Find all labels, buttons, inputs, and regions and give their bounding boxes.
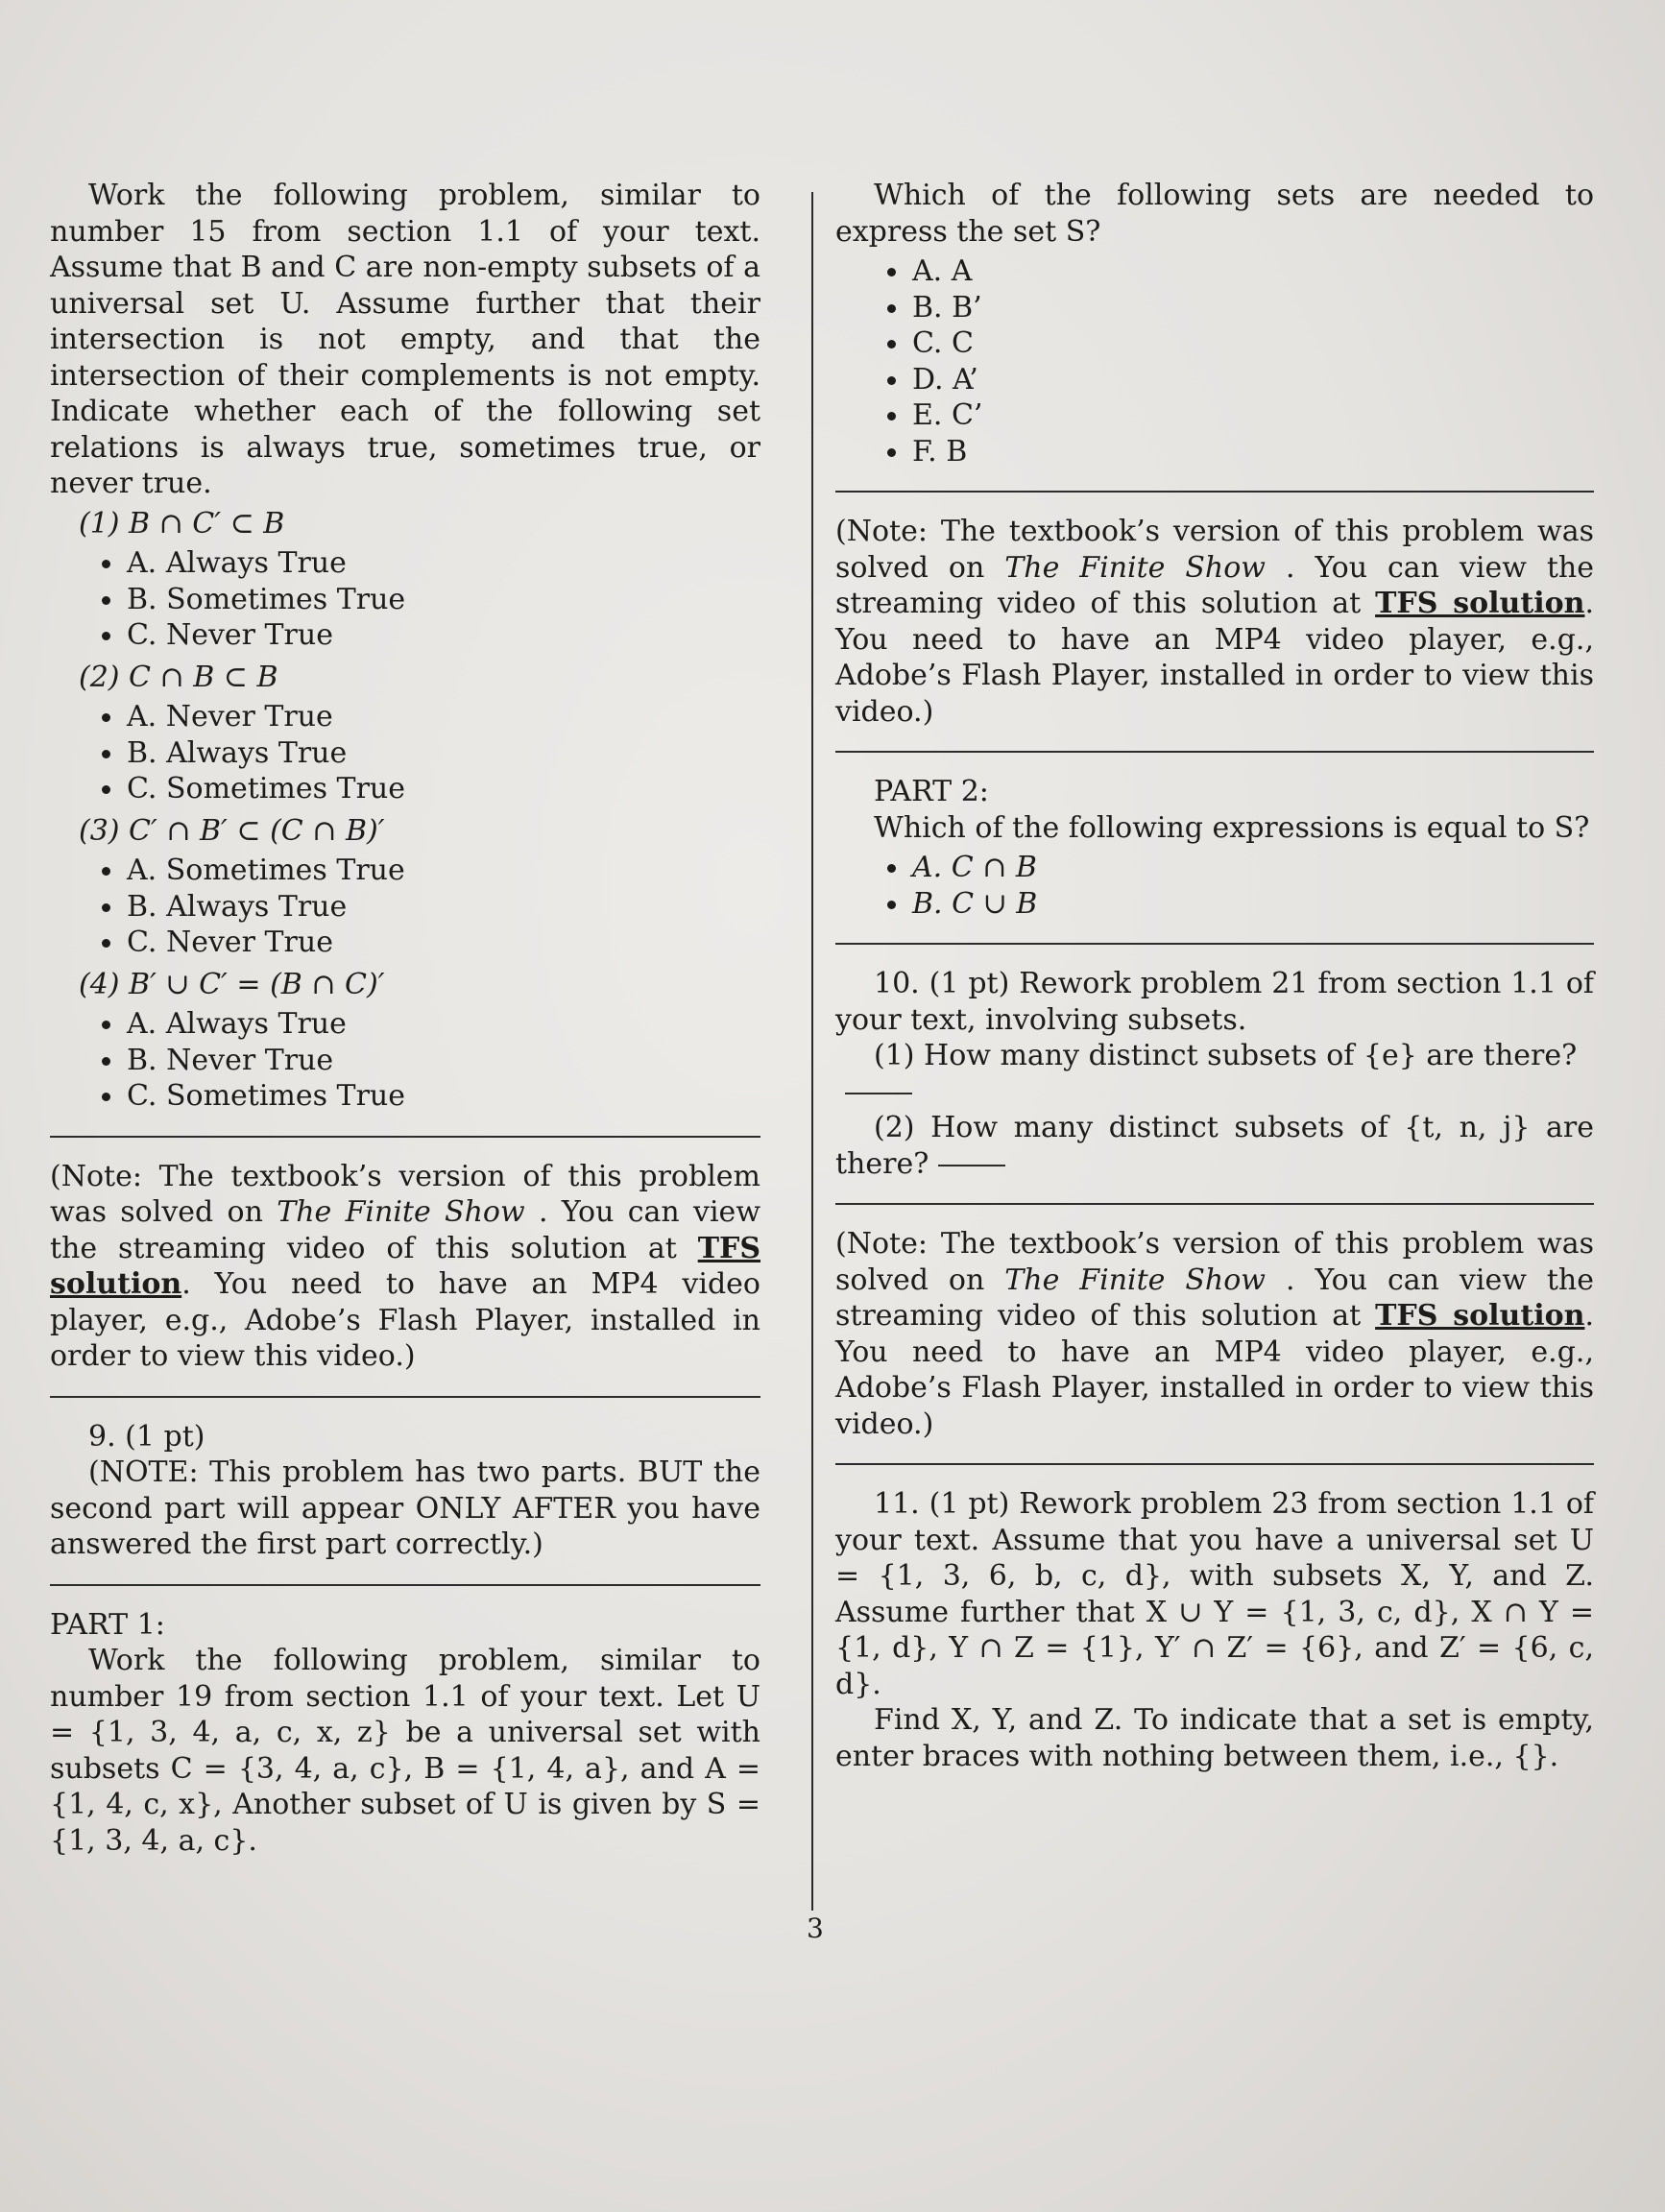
answer-blank[interactable] [835,1074,1594,1111]
question-2-label: (2) C ∩ B ⊂ B [79,660,278,694]
column-divider [811,192,813,1911]
problem-9-note: (NOTE: This problem has two parts. BUT the second part will appear ONLY AFTER you have answered the first part correctly.) [50,1455,760,1561]
video-note [835,514,1594,730]
question-4-label: (4) B′ ∪ C′ = (B ∩ C)′ [79,967,385,1001]
q1-option-c[interactable]: C. Never True [127,617,760,654]
problem-8-intro: Work the following problem, similar to number 15 from section 1.1 of your text. Assume that B and C are non-empty subsets of a universal set U. Assume further that their intersection is not empty, and that the intersection of their complements is not empty. Indicate whether each of the following set relations is always true, sometimes true, or never true. [50,179,760,500]
problem-9-header: 9. (1 pt) [88,1419,205,1454]
note-text: . You can view the streaming video of this solution at [835,550,1594,620]
set-option-f[interactable]: F. B [912,434,1594,470]
divider-rule [835,1463,1594,1465]
q4-option-c[interactable]: C. Sometimes True [127,1078,760,1115]
question-3-options [50,853,760,961]
q1-option-b[interactable]: B. Sometimes True [127,582,760,618]
note-text: (Note: The textbook’s version of this problem was solved on [835,1227,1594,1297]
q4-option-a[interactable]: A. Always True [127,1006,760,1043]
question-2-options [50,699,760,807]
problem-11-find: Find X, Y, and Z. To indicate that a set is empty, enter braces with nothing between them, i.e., {}. [835,1703,1594,1773]
finite-show-title: The Finite Show [277,1195,525,1229]
divider-rule [835,751,1594,753]
set-option-b[interactable]: B. B’ [912,290,1594,326]
tfs-solution-link[interactable]: TFS solution [1375,587,1585,620]
note-text: . You need to have an MP4 video player, e.g., Adobe’s Flash Player, installed in order to view this video.) [835,1299,1594,1441]
note-text: . You can view the streaming video of this solution at [835,1262,1594,1333]
part-2-title: PART 2: [874,775,989,808]
note-text: . You can view the streaming video of this solution at [50,1195,760,1265]
question-1-label: (1) B ∩ C′ ⊂ B [79,506,285,541]
q3-option-c[interactable]: C. Never True [127,925,760,961]
left-column [50,178,760,1859]
q4-option-b[interactable]: B. Never True [127,1043,760,1079]
expr-option-b[interactable]: B. C ∪ B [912,886,1594,923]
answer-line[interactable] [845,1093,912,1094]
page-number: 3 [807,1912,824,1944]
part-1-title: PART 1: [50,1607,165,1642]
problem-11-text: 11. (1 pt) Rework problem 23 from section 1.1 of your text. Assume that you have a universal set U = {1, 3, 6, b, c, d}, with subsets X, Y, and Z. Assume further that X ∪ Y = {1, 3, c, d}, X ∩ Y = {1, d}, Y ∩ Z = {1}, Y′ ∩ Z′ = {6}, and Z′ = {6, c, d}. [835,1487,1594,1701]
question-3-label: (3) C′ ∩ B′ ⊂ (C ∩ B)′ [79,813,385,848]
tfs-solution-link[interactable]: TFS solution [1375,1299,1585,1333]
set-option-a[interactable]: A. A [912,253,1594,290]
problem-10-q2-text: (2) How many distinct subsets of {t, n, j} are there? [835,1111,1594,1181]
right-column [835,178,1594,1774]
question-4-options [50,1006,760,1115]
divider-rule [835,943,1594,945]
expr-option-a[interactable]: A. C ∩ B [912,850,1594,886]
q2-option-b[interactable]: B. Always True [127,735,760,772]
problem-10-q1: (1) How many distinct subsets of {e} are there? [874,1039,1578,1072]
note-text: . You need to have an MP4 video player, e.g., Adobe’s Flash Player, installed in order to view this video.) [50,1267,760,1373]
q2-option-a[interactable]: A. Never True [127,699,760,735]
q3-option-a[interactable]: A. Sometimes True [127,853,760,889]
divider-rule [50,1136,760,1138]
video-note [835,1226,1594,1442]
q3-option-b[interactable]: B. Always True [127,889,760,926]
part-2-text: Which of the following expressions is equal to S? [874,810,1590,845]
set-option-e[interactable]: E. C’ [912,397,1594,434]
divider-rule [50,1584,760,1586]
part-2-options [835,850,1594,922]
problem-10-text: 10. (1 pt) Rework problem 21 from section 1.1 of your text, involving subsets. [835,967,1594,1037]
divider-rule [50,1396,760,1398]
part-1-question: Which of the following sets are needed to express the set S? [835,179,1594,249]
divider-rule [835,1203,1594,1205]
tfs-solution-link[interactable]: TFS solution [50,1231,760,1301]
finite-show-title: The Finite Show [1004,1262,1266,1297]
finite-show-title: The Finite Show [1004,550,1266,585]
q1-option-a[interactable]: A. Always True [127,545,760,582]
q2-option-c[interactable]: C. Sometimes True [127,771,760,807]
answer-line[interactable] [938,1165,1005,1166]
question-1-options [50,545,760,654]
part-1-text: Work the following problem, similar to number 19 from section 1.1 of your text. Let U = {1, 3, 4, a, c, x, z} be a universal set with subsets C = {3, 4, a, c}, B = {1, 4, a}, and A = {1, 4, c, x}, Another subset of U is given by S = {1, 3, 4, a, c}. [50,1644,760,1858]
note-text: . You need to have an MP4 video player, e.g., Adobe’s Flash Player, installed in order to view this video.) [835,587,1594,729]
note-text: (Note: The textbook’s version of this problem was solved on [835,515,1594,585]
video-note [50,1159,760,1375]
set-option-d[interactable]: D. A’ [912,362,1594,398]
set-option-c[interactable]: C. C [912,325,1594,362]
part-1-options [835,253,1594,469]
problem-10-q2 [835,1110,1594,1182]
divider-rule [835,491,1594,493]
note-text: (Note: The textbook’s version of this problem was solved on [50,1159,760,1229]
